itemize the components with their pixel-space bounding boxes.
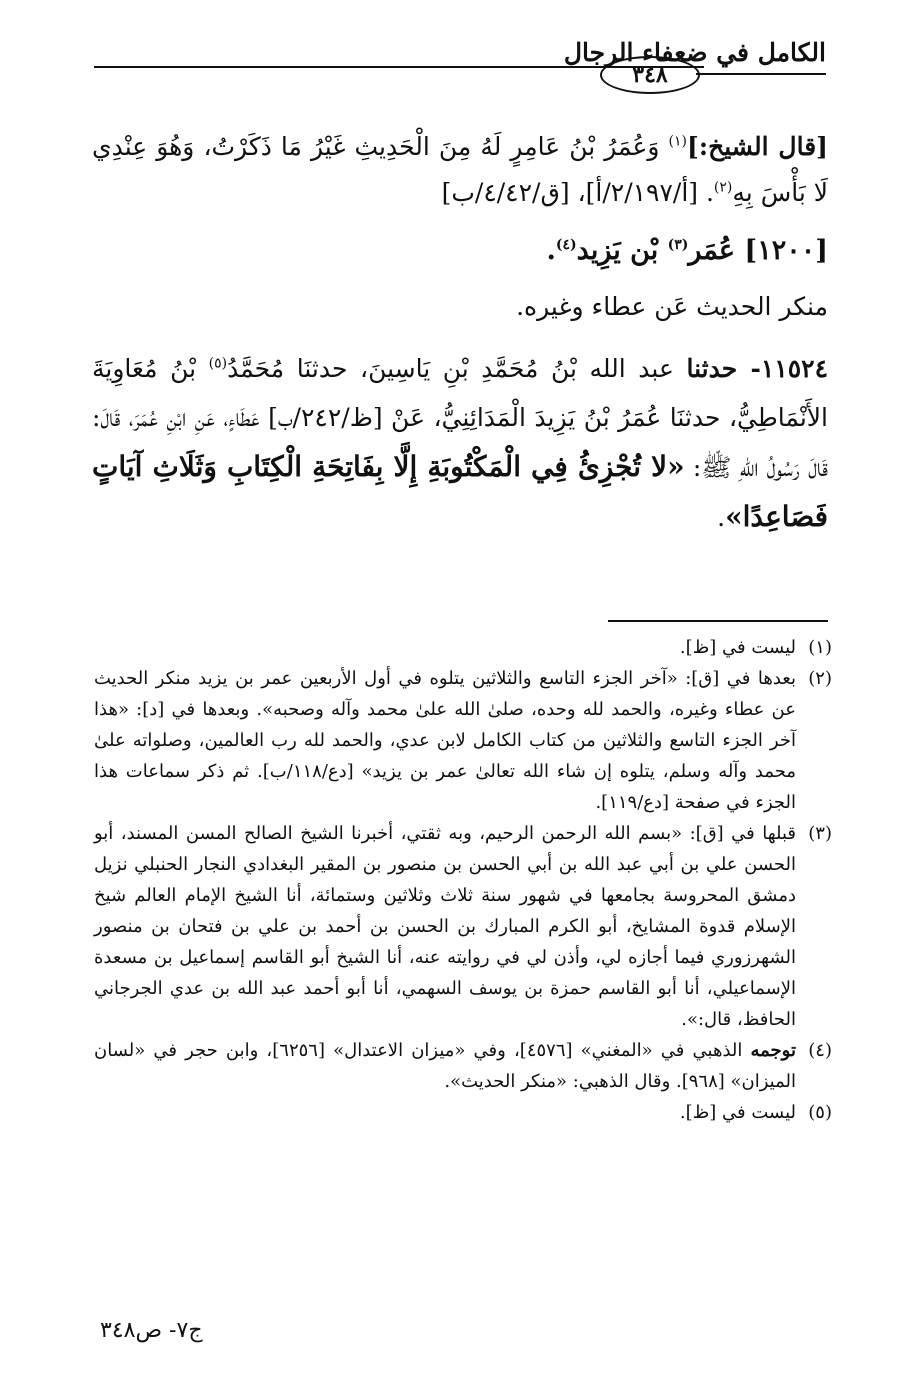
entry-heading — [92, 228, 828, 274]
footnote-lead: توجمه — [750, 1040, 796, 1061]
footnote-text: ليست في [ظ]. — [679, 637, 796, 658]
running-title: الكامل في ضعفاء الرجال — [563, 38, 826, 67]
footnote-3 — [94, 818, 832, 1035]
hadith-isnad-1: عبد الله بْنُ مُحَمَّدِ بْنِ يَاسِينَ، حدثنَا مُحَمَّدُ — [227, 354, 687, 383]
sheikh-prefix: [قال الشيخ:] — [687, 132, 828, 161]
page-header — [94, 36, 826, 72]
footnote-number: (٣) — [808, 823, 832, 844]
footer-signature: ج٧- ص٣٤٨ — [100, 1318, 203, 1343]
footnote-number: (١) — [808, 637, 832, 658]
footnote-ref-2: (٢) — [713, 179, 733, 196]
entry-name-rest: بْن يَزِيد — [576, 235, 668, 266]
page-number: ٣٤٨ — [600, 56, 700, 94]
hadith-lead: حدثنا — [686, 354, 751, 383]
footnote-ref-3: (٣) — [667, 237, 689, 253]
hadith-paragraph — [92, 344, 828, 542]
entry-name-first: عُمَر — [688, 235, 736, 266]
footnote-number: (٢) — [808, 668, 832, 689]
entry-end: . — [546, 235, 556, 266]
footnote-ref-5: (٥) — [208, 355, 228, 372]
manuscript-refs: . [أ/٢/١٩٧/أ]، [ق/٤/٤٢/ب] — [441, 178, 714, 207]
footnote-4 — [94, 1035, 832, 1097]
footnotes — [94, 632, 832, 1128]
paragraph-text: وَعُمَرُ بْنُ عَامِرٍ لَهُ مِنَ الْحَدِيثِ غَيْرُ مَا ذَكَرْتُ، وَهُوَ عِنْدِي لَا بَأْسَ بِهِ — [92, 132, 828, 207]
paragraph-closing-note — [92, 124, 828, 216]
footnote-ref-4: (٤) — [555, 237, 577, 253]
entry-number: [١٢٠٠] — [744, 235, 828, 266]
footnote-body: الذهبي في «المغني» [٤٥٧٦]، وفي «ميزان الاعتدال» [٦٢٥٦]، وابن حجر في «لسان الميزان» [٩٦٨]. وقال الذهبي: «منكر الحديث». — [94, 1040, 796, 1092]
footnote-ref-1: (١) — [668, 133, 688, 150]
hadith-end: . — [717, 503, 726, 532]
footnote-number: (٤) — [808, 1040, 832, 1061]
main-text — [92, 124, 828, 542]
page-number-rule — [696, 73, 826, 75]
footnote-text — [94, 1035, 796, 1097]
hadith-number: ١١٥٢٤- — [750, 354, 828, 383]
footnote-5 — [94, 1097, 832, 1128]
footnote-1 — [94, 632, 832, 663]
footnote-text: ليست في [ظ]. — [679, 1102, 796, 1123]
hadith-matn: «لا تُجْزِئُ فِي الْمَكْتُوبَةِ إِلَّا بِفَاتِحَةِ الْكِتَابِ وَثَلَاثِ آيَاتٍ فَصَاعِدًا» — [92, 450, 828, 533]
footnote-text: بعدها في [ق]: «آخر الجزء التاسع والثلاثين يتلوه في أول الأربعين عمر بن يزيد منكر الحديث عن عطاء وغيره، والحمد لله وحده، صلىٰ الله علىٰ محمد وآله وصحبه». وبعدها في [د]: «هذا آخر الجزء التاسع والثلاثين من كتاب الكامل لابن عدي، والحمد لله رب العالمين، وصلواته علىٰ محمد وآله وسلم، يتلوه إن شاء الله تعالىٰ عمر بن يزيد» [دع/١١٨/ب]. ثم ذكر سماعات هذا الجزء في صفحة [دع/١١٩]. — [94, 668, 796, 813]
entry-description: منكر الحديث عَن عطاء وغيره. — [516, 292, 828, 321]
footnote-separator — [608, 620, 828, 622]
footnote-text: قبلها في [ق]: «بسم الله الرحمن الرحيم، وبه ثقتي، أخبرنا الشيخ الصالح المسن المسند، أبو الحسن علي بن أبي عبد الله بن أبي الحسن بن منصور بن المقير البغدادي النجار الحنبلي نزيل دمشق المحروسة بجامعها في شهور سنة ثلاث وثلاثين وستمائة، أنا الشيخ الإمام العالم شيخ الإسلام قدوة المشايخ، أبو الكرم المبارك بن الحسن بن أحمد بن علي بن فتحان بن منصور الشهرزوري فيما أجازه لي، وأذن لي في روايته عنه، أنا الشيخ أبو القاسم إسماعيل بن مسعدة الإسماعيلي، أنا أبو القاسم حمزة بن يوسف السهمي، أنا أبو أحمد عبد الله بن عدي الجرجاني الحافظ، قال:». — [94, 823, 796, 1030]
hadith-isnad-2: بْنُ مُعَاوِيَةَ الأَنْمَاطِيُّ، حدثنَا عُمَرُ بْنُ يَزِيدَ الْمَدَائِنِيُّ، عَنْ [ظ/٢٤٢/ب] عَطَاءٍ، عَنِ ابْنِ عُمَرَ، قَالَ: قَالَ رَسُولُ اللهِ ﷺ: — [92, 354, 828, 482]
footnote-number: (٥) — [808, 1102, 832, 1123]
footnote-2 — [94, 663, 832, 818]
